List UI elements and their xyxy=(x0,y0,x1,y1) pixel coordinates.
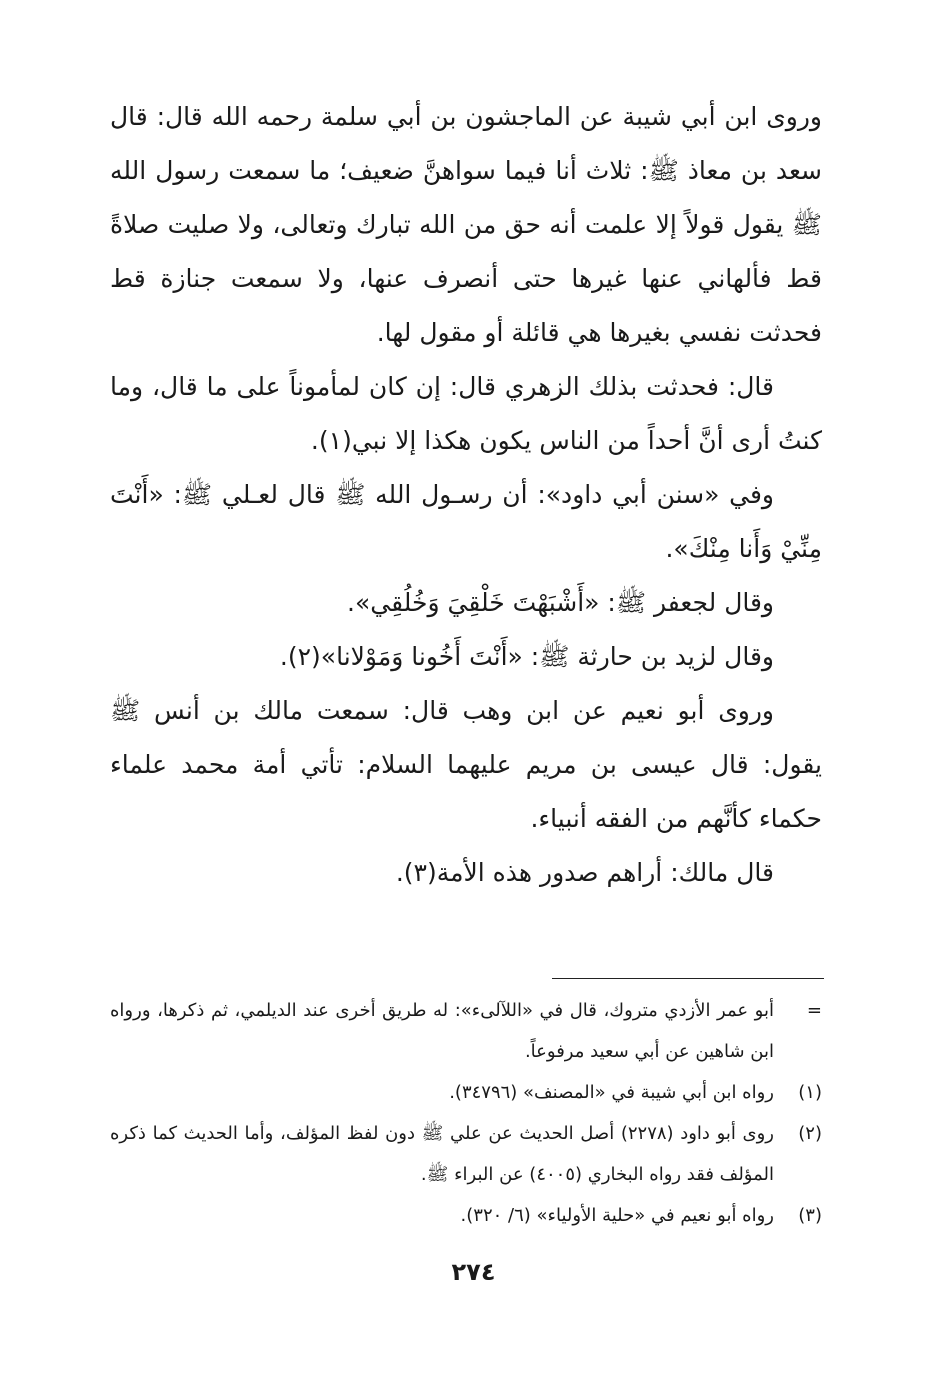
footnote-1 xyxy=(110,1072,822,1113)
footnote-2 xyxy=(110,1113,822,1195)
footnote-marker: (١) xyxy=(798,1082,822,1103)
footnote-marker: = xyxy=(806,1000,822,1021)
paragraph-3: وفي «سنن أبي داود»: أن رسـول الله ﷺ قال لعـلي ﷺ: «أَنْتَ مِنِّيْ وَأَنا مِنْكَ». xyxy=(110,480,822,563)
paragraph-5: وقال لزيد بن حارثة ﷺ: «أَنْتَ أَخُونا وَمَوْلانا»(٢). xyxy=(279,642,774,671)
paragraph-4: وقال لجعفر ﷺ: «أَشْبَهْتَ خَلْقِيَ وَخُلُقِي». xyxy=(347,588,774,617)
paragraph-2: قال: فحدثت بذلك الزهري قال: إن كان لمأموناً على ما قال، وما كنتُ أرى أنَّ أحداً من الناس يكون هكذا إلا نبي(١). xyxy=(110,372,822,455)
footnote-3 xyxy=(110,1195,822,1236)
footnote-divider xyxy=(552,978,824,979)
footnote-text: روى أبو داود (٢٢٧٨) أصل الحديث عن علي ﷺ دون لفظ المؤلف، وأما الحديث كما ذكره المؤلف فقد رواه البخاري (٤٠٠٥) عن البراء ﷺ. xyxy=(110,1123,774,1185)
footnote-marker: (٢) xyxy=(798,1123,822,1144)
footnote-text: أبو عمر الأزدي متروك، قال في «اللآلىء»: له طريق أخرى عند الديلمي، ثم ذكرها، ورواه ابن شاهين عن أبي سعيد مرفوعاً. xyxy=(110,1000,774,1062)
main-text-body xyxy=(110,90,822,900)
footnote-continuation xyxy=(110,990,822,1072)
paragraph-1: وروى ابن أبي شيبة عن الماجشون بن أبي سلمة رحمه الله قال: قال سعد بن معاذ ﷺ: ثلاث أنا فيما سواهنَّ ضعيف؛ ما سمعت رسول الله ﷺ يقول قولاً إلا علمت أنه حق من الله تبارك وتعالى، ولا صليت صلاةً قط فألهاني عنها غيرها حتى أنصرف عنها، ولا سمعت جنازة قط فحدثت نفسي بغيرها هي قائلة أو مقول لها. xyxy=(110,102,822,347)
footnote-text: رواه ابن أبي شيبة في «المصنف» (٣٤٧٩٦). xyxy=(449,1082,774,1103)
paragraph-6: وروى أبو نعيم عن ابن وهب قال: سمعت مالك بن أنس ﷺ يقول: قال عيسى بن مريم عليهما السلام: تأتي أمة محمد علماء حكماء كأنَّهم من الفقه أنبياء. xyxy=(110,696,822,833)
page-number: ٢٧٤ xyxy=(451,1258,496,1286)
footnote-marker: (٣) xyxy=(798,1205,822,1226)
footnote-text: رواه أبو نعيم في «حلية الأولياء» (٦/ ٣٢٠). xyxy=(460,1205,774,1226)
footnotes-section xyxy=(110,990,822,1236)
paragraph-7: قال مالك: أراهم صدور هذه الأمة(٣). xyxy=(395,858,774,887)
